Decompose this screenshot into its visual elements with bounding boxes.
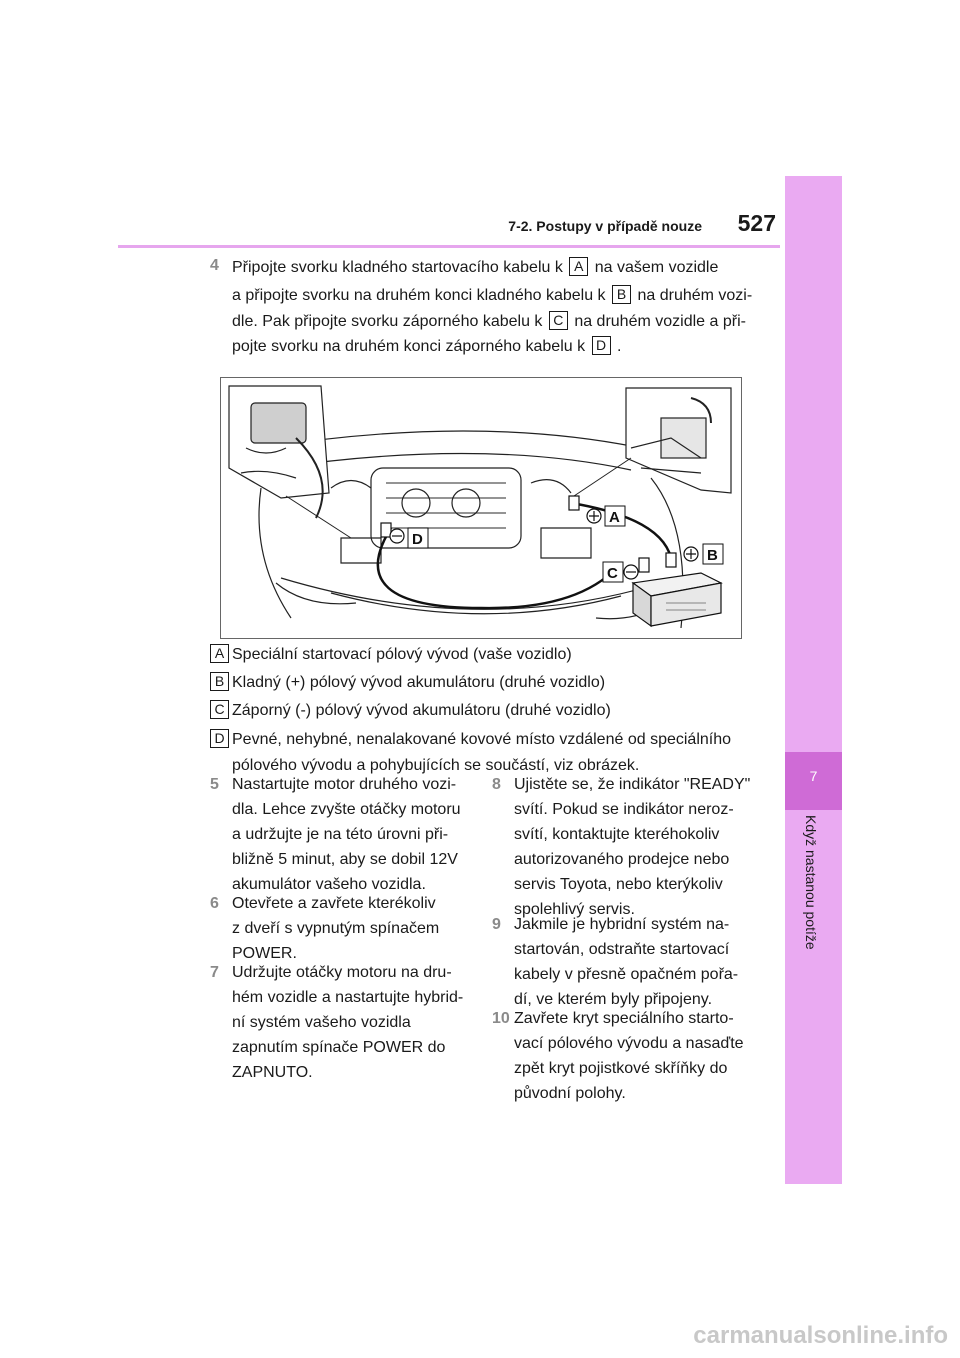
step-line: zapnutím spínače POWER do [232,1039,446,1056]
label-box: B [210,672,229,691]
page-number: 527 [737,210,776,236]
step-line: Nastartujte motor druhého vozi- [232,776,457,793]
step-line: kabely v přesně opačném pořa- [514,966,739,983]
text: na druhém vozi- [637,287,753,304]
step-4-line [232,336,621,356]
step-text [514,772,764,922]
step-number: 6 [210,895,219,912]
step-4-line [232,257,718,277]
chapter-side-tab [785,176,842,1184]
step-line: autorizovaného prodejce nebo [514,851,730,868]
step-line: ZAPNUTO. [232,1064,313,1081]
legend-line: Záporný (-) pólový vývod akumulátoru (druhé vozidlo) [232,702,611,719]
step-line: akumulátor vašeho vozidla. [232,876,426,893]
section-title: 7-2. Postupy v případě nouze [508,218,702,234]
watermark: carmanualsonline.info [693,1322,948,1349]
step-line: ní systém vašeho vozidla [232,1014,411,1031]
step-line: spolehlivý servis. [514,901,635,918]
chapter-title: Když nastanou potíže [803,815,819,950]
text: na vašem vozidle [594,259,719,276]
step-number: 4 [210,257,219,274]
step-line: Ujistěte se, že indikátor "READY" [514,776,751,793]
step-line: Otevřete a zavřete kterékoliv [232,895,436,912]
step-line: Jakmile je hybridní systém na- [514,916,730,933]
step-line: vací pólového vývodu a nasaďte [514,1035,744,1052]
step-line: POWER. [232,945,297,962]
label-box: C [210,700,229,719]
figure-label-a: A [609,509,620,526]
step-text [514,912,764,1012]
text: na druhém vozidle a při- [574,313,746,330]
legend-text [232,642,572,668]
label-box: A [569,257,588,276]
step-number: 10 [492,1010,510,1027]
step-text [232,960,482,1085]
legend-text [232,698,611,724]
chapter-number: 7 [809,768,818,784]
step-number: 7 [210,964,219,981]
step-line: bližně 5 minut, aby se dobil 12V [232,851,458,868]
label-box: C [549,311,568,330]
jump-start-illustration [220,377,742,639]
text: dle. Pak připojte svorku záporného kabelu k [232,313,543,330]
step-number: 8 [492,776,501,793]
text: a připojte svorku na druhém konci kladného kabelu k [232,287,606,304]
step-line: svítí, kontaktujte kteréhokoliv [514,826,720,843]
step-line: Udržujte otáčky motoru na dru- [232,964,452,981]
step-number: 5 [210,776,219,793]
step-line: a udržujte je na této úrovni při- [232,826,449,843]
legend-line: pólového vývodu a pohybujících se součástí, viz obrázek. [232,757,640,774]
figure-label-b: B [707,547,718,564]
text: . [617,338,622,355]
label-box: D [592,336,611,355]
legend-line: Kladný (+) pólový vývod akumulátoru (druhé vozidlo) [232,674,606,691]
step-line: svítí. Pokud se indikátor neroz- [514,801,734,818]
step-text [232,772,482,897]
label-box: B [612,285,631,304]
step-text [514,1006,764,1106]
step-line: dí, ve kterém byly připojeny. [514,991,713,1008]
step-line: startován, odstraňte startovací [514,941,730,958]
step-4-line [232,285,752,305]
label-box: D [210,729,229,748]
step-line: z dveří s vypnutým spínačem [232,920,440,937]
step-line: zpět kryt pojistkové skříňky do [514,1060,728,1077]
figure-label-c: C [607,565,618,582]
step-number: 9 [492,916,501,933]
step-text [232,891,482,966]
engine-bay-drawing [221,378,741,638]
step-line: hém vozidle a nastartujte hybrid- [232,989,464,1006]
figure-label-d: D [412,531,423,548]
step-4-line [232,311,746,331]
step-line: servis Toyota, nebo kterýkoliv [514,876,723,893]
header-divider [118,245,780,248]
text: Připojte svorku kladného startovacího kabelu k [232,259,563,276]
step-line: dla. Lehce zvyšte otáčky motoru [232,801,461,818]
label-box: A [210,644,229,663]
step-line: původní polohy. [514,1085,626,1102]
text: pojte svorku na druhém konci záporného kabelu k [232,338,586,355]
legend-line: Speciální startovací pólový vývod (vaše vozidlo) [232,646,572,663]
legend-text [232,670,605,696]
legend-line: Pevné, nehybné, nenalakované kovové místo vzdálené od speciálního [232,731,732,748]
step-line: Zavřete kryt speciálního starto- [514,1010,734,1027]
